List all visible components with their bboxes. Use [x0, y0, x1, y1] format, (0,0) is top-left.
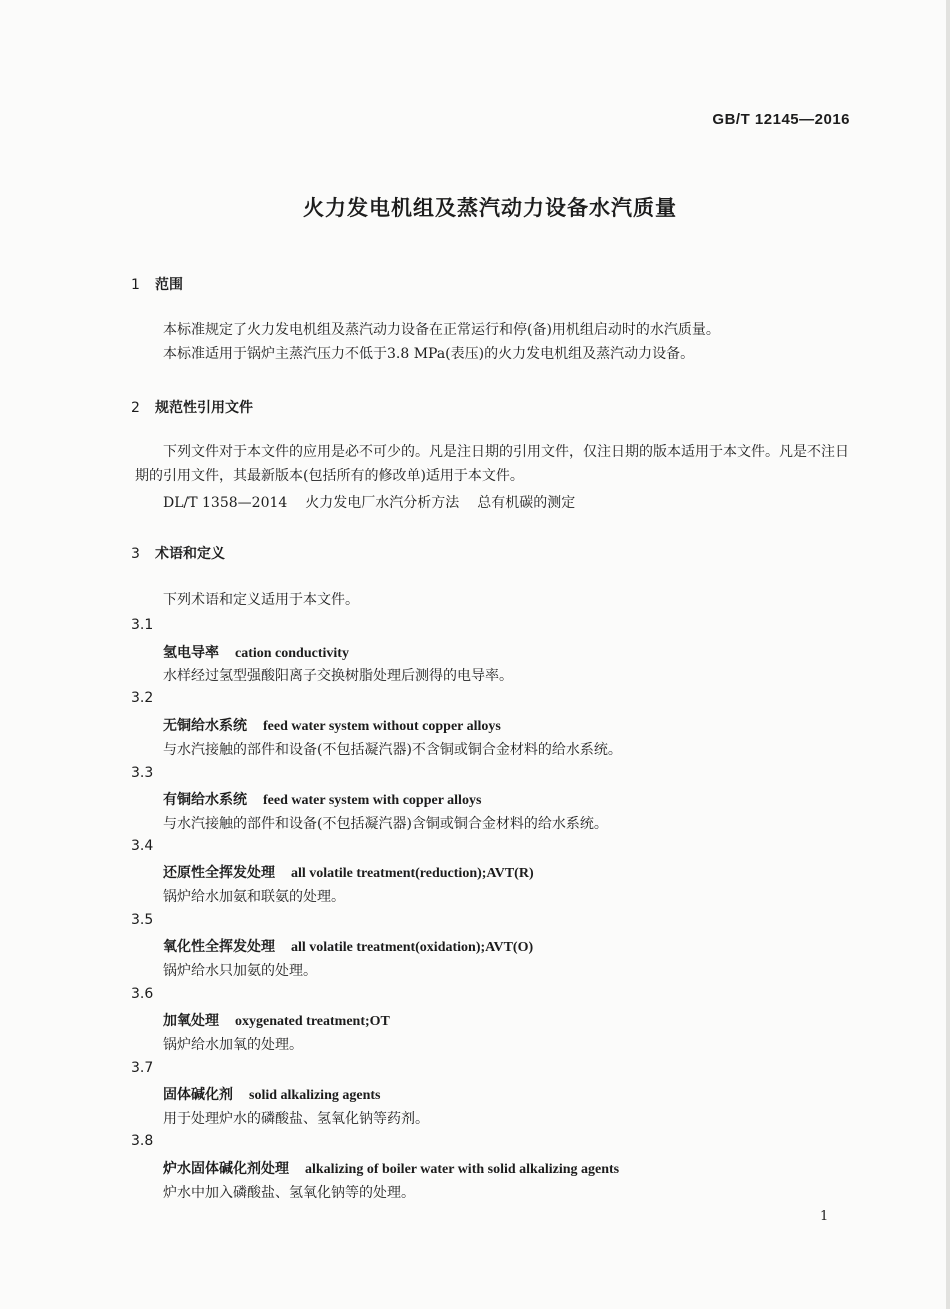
section-title: 范围	[155, 277, 183, 293]
section-heading-normative-references	[131, 397, 253, 417]
term-number: 3.5	[131, 912, 154, 928]
scope-paragraphs	[135, 318, 720, 366]
term-number: 3.3	[131, 765, 154, 781]
term-definition: 锅炉给水只加氨的处理。	[163, 963, 317, 979]
term-entry	[163, 642, 349, 662]
term-zh: 氢电导率	[163, 645, 219, 661]
term-zh: 加氧处理	[163, 1013, 219, 1029]
section-heading-terms	[131, 543, 225, 563]
term-entry	[163, 789, 481, 809]
term-definition: 锅炉给水加氨和联氨的处理。	[163, 889, 345, 905]
reference-code: DL/T 1358—2014	[163, 495, 288, 511]
normative-text	[135, 440, 859, 488]
reference-name: 火力发电厂水汽分析方法	[305, 495, 460, 511]
scope-line: 本标准适用于锅炉主蒸汽压力不低于3.8 MPa(表压)的火力发电机组及蒸汽动力设备。	[163, 346, 695, 362]
term-en: solid alkalizing agents	[249, 1088, 381, 1103]
term-number: 3.2	[131, 690, 154, 706]
term-entry	[163, 1158, 619, 1178]
term-definition: 用于处理炉水的磷酸盐、氢氧化钠等药剂。	[163, 1111, 429, 1127]
term-en: alkalizing of boiler water with solid alkalizing agents	[305, 1162, 620, 1177]
term-number: 3.8	[131, 1133, 154, 1149]
reference-part: 总有机碳的测定	[477, 495, 576, 511]
term-entry	[163, 1010, 390, 1030]
term-entry	[163, 862, 534, 882]
term-definition: 与水汽接触的部件和设备(不包括凝汽器)不含铜或铜合金材料的给水系统。	[163, 742, 622, 758]
section-title: 规范性引用文件	[155, 400, 253, 416]
term-number: 3.7	[131, 1060, 154, 1076]
term-en: feed water system without copper alloys	[263, 719, 501, 734]
term-en: all volatile treatment(oxidation);AVT(O)	[291, 940, 534, 955]
term-en: oxygenated treatment;OT	[235, 1014, 390, 1029]
term-number: 3.6	[131, 986, 154, 1002]
page-title: 火力发电机组及蒸汽动力设备水汽质量	[303, 196, 677, 220]
term-zh: 氧化性全挥发处理	[163, 939, 275, 955]
term-zh: 固体碱化剂	[163, 1087, 233, 1103]
term-entry	[163, 715, 501, 735]
section-number: 3	[131, 546, 140, 562]
term-definition: 与水汽接触的部件和设备(不包括凝汽器)含铜或铜合金材料的给水系统。	[163, 816, 608, 832]
scope-line: 本标准规定了火力发电机组及蒸汽动力设备在正常运行和停(备)用机组启动时的水汽质量。	[163, 322, 720, 338]
normative-reference	[163, 492, 593, 512]
term-definition: 炉水中加入磷酸盐、氢氧化钠等的处理。	[163, 1185, 415, 1201]
term-en: cation conductivity	[235, 646, 349, 661]
term-number: 3.4	[131, 838, 154, 854]
term-entry	[163, 1084, 380, 1104]
terms-intro: 下列术语和定义适用于本文件。	[163, 592, 359, 608]
term-zh: 还原性全挥发处理	[163, 865, 275, 881]
term-definition: 水样经过氢型强酸阳离子交换树脂处理后测得的电导率。	[163, 668, 513, 684]
standard-number: GB/T 12145—2016	[712, 111, 850, 128]
term-definition: 锅炉给水加氧的处理。	[163, 1037, 303, 1053]
term-entry	[163, 936, 533, 956]
section-number: 2	[131, 400, 140, 416]
term-zh: 有铜给水系统	[163, 792, 247, 808]
term-en: feed water system with copper alloys	[263, 793, 482, 808]
term-zh: 无铜给水系统	[163, 718, 247, 734]
section-title: 术语和定义	[155, 546, 225, 562]
normative-paragraph: 下列文件对于本文件的应用是必不可少的。凡是注日期的引用文件，仅注日期的版本适用于本文件。凡是不注日期的引用文件，其最新版本(包括所有的修改单)适用于本文件。	[135, 444, 849, 484]
section-heading-scope	[131, 274, 183, 294]
term-en: all volatile treatment(reduction);AVT(R)	[291, 866, 534, 881]
section-number: 1	[131, 277, 140, 293]
term-number: 3.1	[131, 617, 154, 633]
term-zh: 炉水固体碱化剂处理	[163, 1161, 289, 1177]
page-number: 1	[820, 1209, 829, 1224]
